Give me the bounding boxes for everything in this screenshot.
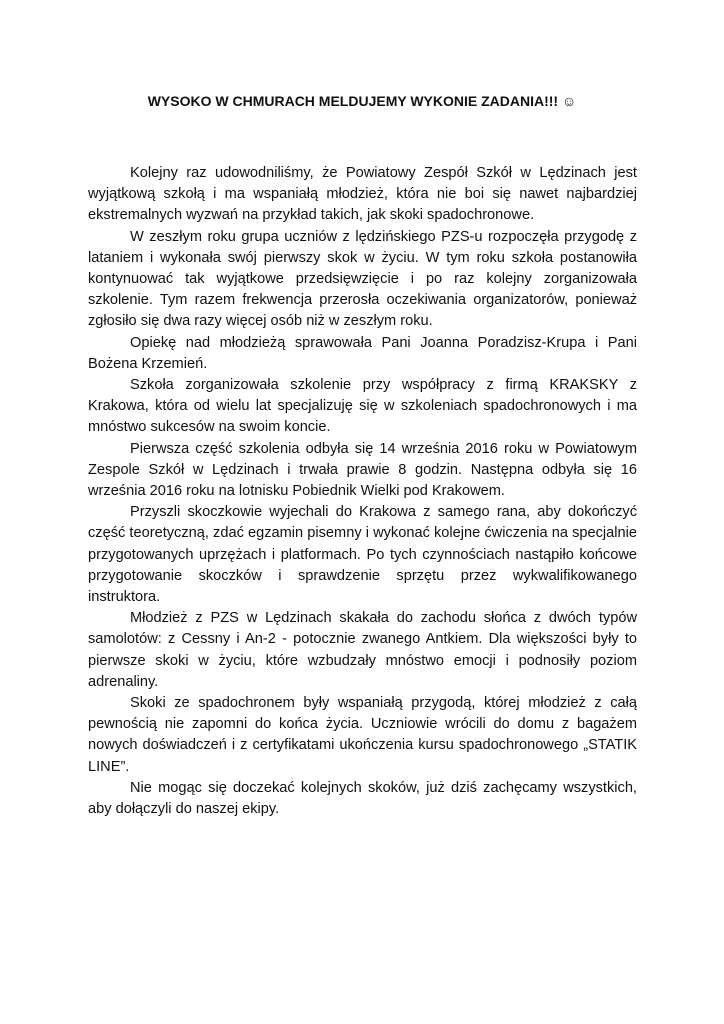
paragraph: Opiekę nad młodzieżą sprawowała Pani Joanna Poradzisz-Krupa i Pani Bożena Krzemień.	[88, 334, 637, 372]
document-body	[88, 163, 637, 820]
paragraph: Pierwsza część szkolenia odbyła się 14 września 2016 roku w Powiatowym Zespole Szkół w Lędzinach i trwała prawie 8 godzin. Następna odbyła się 16 września 2016 roku na lotnisku Pobiednik Wielki pod Krakowem.	[88, 440, 637, 500]
paragraph: Szkoła zorganizowała szkolenie przy współpracy z firmą KRAKSKY z Krakowa, która od wielu lat specjalizuję się w szkoleniach spadochronowych i ma mnóstwo sukcesów na swoim koncie.	[88, 377, 637, 436]
paragraph: Nie mogąc się doczekać kolejnych skoków, już dziś zachęcamy wszystkich, aby dołączyli do naszej ekipy.	[88, 779, 637, 818]
paragraph: Kolejny raz udowodniliśmy, że Powiatowy Zespół Szkół w Lędzinach jest wyjątkową szkołą i ma wspaniałą młodzież, która nie boi się nawet najbardziej ekstremalnych wyzwań na przykład takich, jak skoki spadochronowe.	[88, 165, 637, 224]
paragraph: Młodzież z PZS w Lędzinach skakała do zachodu słońca z dwóch typów samolotów: z Cessny i An-2 - potocznie zwanego Antkiem. Dla większości były to pierwsze skoki w życiu, które wzbudzały mnóstwo emocji i podnosiły poziom adrenaliny.	[88, 610, 637, 690]
paragraph: W zeszłym roku grupa uczniów z lędzińskiego PZS-u rozpoczęła przygodę z lataniem i wykonała swój pierwszy skok w życiu. W tym roku szkoła postanowiła kontynuować tak wyjątkowe przedsięwzięcie i po raz kolejny zorganizowała szkolenie. Tym razem frekwencja przerosła oczekiwania organizatorów, ponieważ zgłosiło się dwa razy więcej osób niż w zeszłym roku.	[88, 228, 637, 330]
paragraph: Skoki ze spadochronem były wspaniałą przygodą, której młodzież z całą pewnością nie zapomni do końca życia. Uczniowie wrócili do domu z bagażem nowych doświadczeń i z certyfikatami ukończenia kursu spadochronowego „STATIK LINE”.	[88, 695, 637, 775]
paragraph: Przyszli skoczkowie wyjechali do Krakowa z samego rana, aby dokończyć część teoretyczną, zdać egzamin pisemny i wykonać kolejne ćwiczenia na specjalnie przygotowanych uprzężach i platformach. Po tych czynnościach nastąpiło końcowe przygotowanie skoczków i sprawdzenie sprzętu przez wykwalifikowanego instruktora.	[88, 504, 637, 606]
document-title: WYSOKO W CHMURACH MELDUJEMY WYKONIE ZADANIA!!! ☺	[147, 93, 577, 109]
